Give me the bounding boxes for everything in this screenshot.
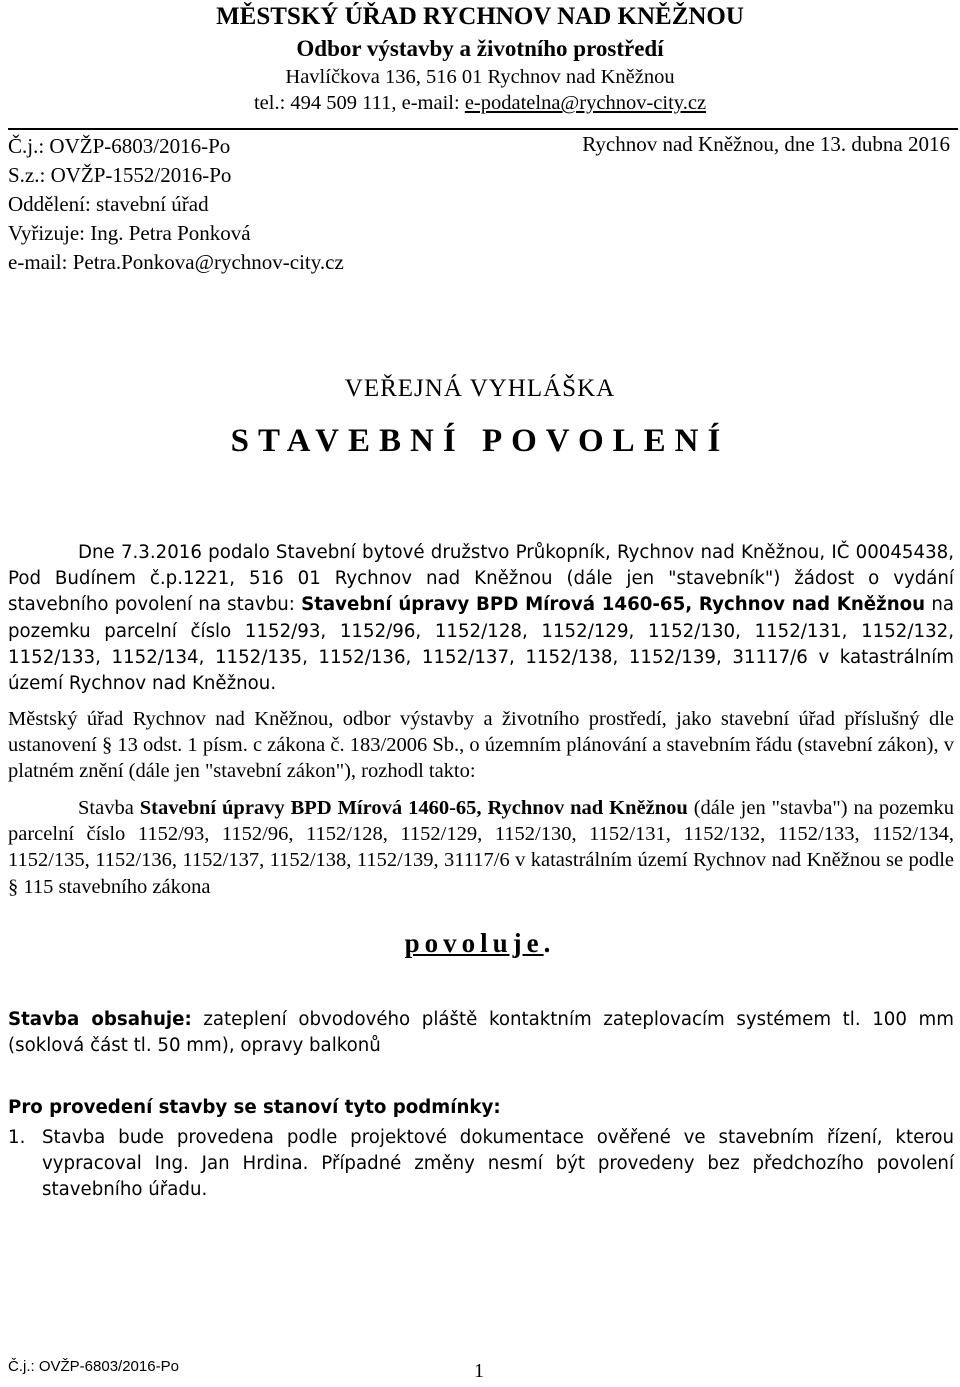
reference-department: Oddělení: stavební úřad [8,192,209,216]
construction-name: Stavební úpravy BPD Mírová 1460-65, Rychnov nad Kněžnou [301,594,926,616]
condition-number: 1. [8,1127,26,1148]
application-parcels: na pozemku parcelní číslo 1152/93, 1152/96, 1152/128, 1152/129, 1152/130, 1152/131, 1152/132, 1152/133, 1152/134, 1152/135, 1152/136, 1152/137, 1152/138, 1152/139, 31117/6 v katastrálním území Rychnov nad Kněžnou. [8,594,954,695]
contact-prefix: tel.: 494 509 111, e-mail: [253,92,465,114]
reference-sz: S.z.: OVŽP-1552/2016-Po [8,163,232,187]
verdict-period: . [543,928,556,958]
reference-email: e-mail: Petra.Ponkova@rychnov-city.cz [8,250,344,274]
verdict-word: povoluje [404,928,544,958]
scope-paragraph [8,1007,954,1059]
decision-intro-paragraph: Městský úřad Rychnov nad Kněžnou, odbor výstavby a životního prostředí, jako stavební úřad příslušný dle ustanovení § 13 odst. 1 písm. c zákona č. 183/2006 Sb., o územním plánování a stavebním řádu (stavební zákon), v platném znění (dále jen "stavební zákon"), rozhodl takto: [8,708,954,783]
notice-title: VEŘEJNÁ VYHLÁŠKA [344,375,616,402]
decision-parcels: (dále jen "stavba") na pozemku parcelní číslo 1152/93, 1152/96, 1152/128, 1152/129, 1152/130, 1152/131, 1152/132, 1152/133, 1152/134, 1152/135, 1152/136, 1152/137, 1152/138, 1152/139, 31117/6 v katastrálním území Rychnov nad Kněžnou se podle § 115 stavebního zákona [8,797,954,898]
reference-block [8,132,344,277]
header-divider [8,128,958,130]
permit-title: STAVEBNÍ POVOLENÍ [230,423,730,459]
office-contact [0,92,960,115]
decision-construction-name: Stavební úpravy BPD Mírová 1460-65, Rychnov nad Kněžnou [139,797,688,819]
footer-reference: Č.j.: OVŽP-6803/2016-Po [8,1358,179,1375]
condition-text: Stavba bude provedena podle projektové dokumentace ověřené ve stavebním řízení, kterou vypracoval Ing. Jan Hrdina. Případné změny nesmí být provedeny bez předchozího povolení stavebního úřadu. [42,1127,954,1201]
office-name: MĚSTSKÝ ÚŘAD RYCHNOV NAD KNĚŽNOU [216,3,744,30]
contact-email-link[interactable]: e-podatelna@rychnov-city.cz [464,92,707,114]
document-date: Rychnov nad Kněžnou, dne 13. dubna 2016 [582,132,950,156]
application-text: Dne 7.3.2016 podalo Stavební bytové družstvo Průkopník, Rychnov nad Kněžnou, IČ 00045438, Pod Budínem č.p.1221, 516 01 Rychnov nad Kněžnou (dále jen "stavebník") žádost o vydání stavebního povolení na stavbu: [8,542,954,616]
application-paragraph [8,540,954,697]
decision-verdict [0,928,960,959]
reference-cj: Č.j.: OVŽP-6803/2016-Po [8,134,231,158]
decision-paragraph [8,795,954,900]
decision-lead: Stavba [78,797,140,819]
office-address: Havlíčkova 136, 516 01 Rychnov nad Kněžnou [285,66,675,88]
scope-text: zateplení obvodového pláště kontaktním zateplovacím systémem tl. 100 mm (soklová část tl. 50 mm), opravy balkonů [8,1009,954,1057]
reference-handler: Vyřizuje: Ing. Petra Ponková [8,221,251,245]
department-name: Odbor výstavby a životního prostředí [296,36,664,61]
conditions-heading: Pro provedení stavby se stanoví tyto podmínky: [8,1097,501,1118]
page-number: 1 [474,1360,484,1382]
scope-label: Stavba obsahuje: [8,1009,192,1030]
